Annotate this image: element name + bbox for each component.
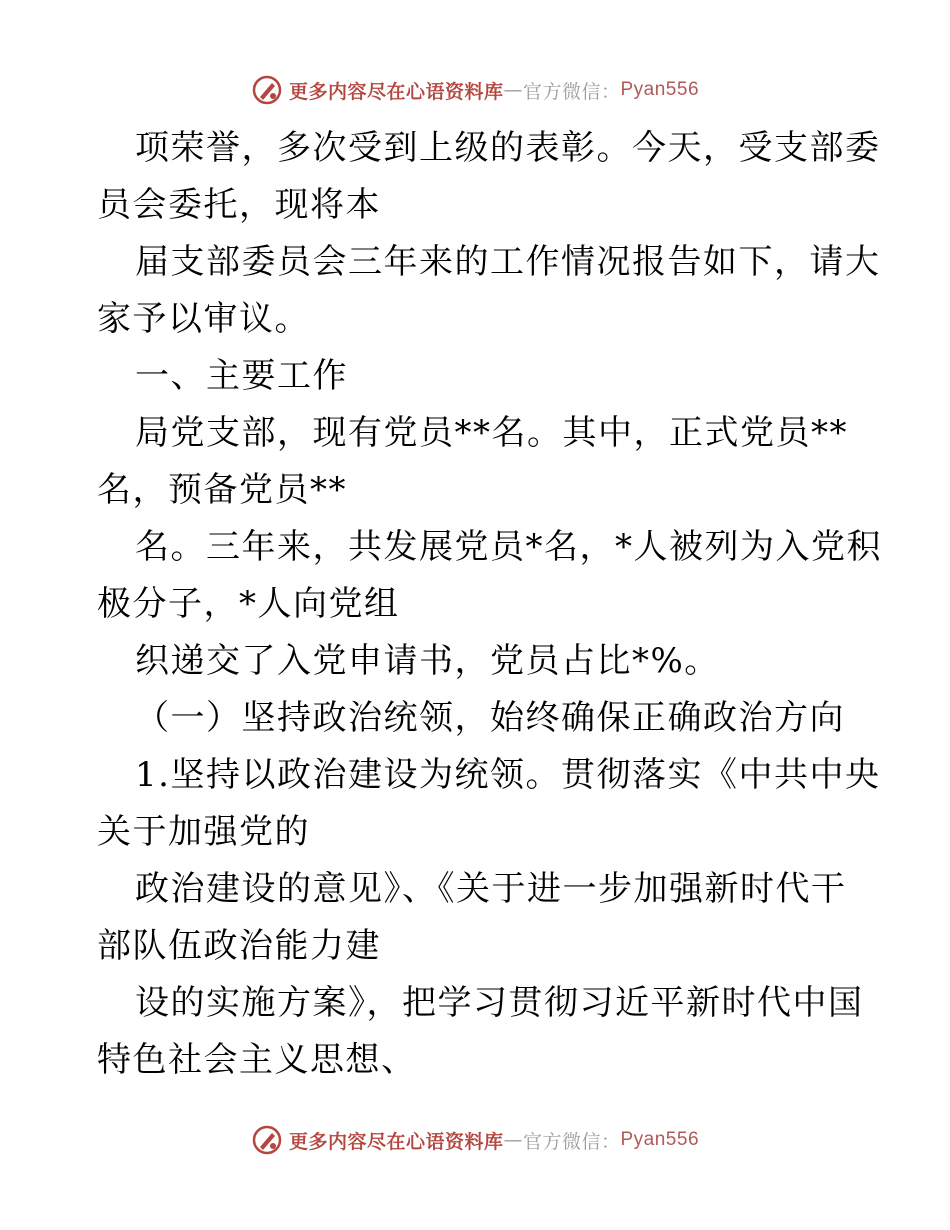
watermark-separator: —	[503, 1129, 523, 1151]
text-line: 极分子，*人向党组	[97, 584, 400, 624]
watermark-tail-text: 官方微信：	[522, 1130, 621, 1153]
watermark-tail-text: 官方微信：	[522, 80, 621, 103]
subsection-heading: （一）坚持政治统领，始终确保正确政治方向	[135, 698, 845, 738]
document-body	[0, 120, 950, 1089]
watermark-separator: —	[503, 79, 523, 101]
text-line: 部队伍政治能力建	[97, 926, 381, 966]
text-line: 届支部委员会三年来的工作情况报告如下，请大	[135, 242, 881, 282]
text-line: 名。三年来，共发展党员*名，*人被列为入党积	[135, 527, 882, 567]
text-line: 家予以审议。	[97, 299, 310, 339]
text-line: 特色社会主义思想、	[97, 1040, 417, 1080]
text-line: 关于加强党的	[97, 812, 310, 852]
header-watermark	[0, 70, 950, 110]
text-line: 项荣誉，多次受到上级的表彰。今天，受支部委	[135, 128, 881, 168]
text-line: 局党支部，现有党员**名。其中，正式党员**	[135, 413, 848, 453]
text-line: 政治建设的意见》、《关于进一步加强新时代干	[135, 869, 847, 909]
text-line: 名，预备党员**	[97, 470, 347, 510]
watermark-wechat-id: Pyan556	[620, 1129, 700, 1150]
pen-logo-icon	[251, 74, 283, 106]
text-line: 织递交了入党申请书，党员占比*%。	[135, 641, 720, 681]
pen-logo-icon	[251, 1124, 283, 1156]
watermark-main-text: 更多内容尽在心语资料库	[288, 1130, 504, 1153]
watermark-main-text: 更多内容尽在心语资料库	[288, 80, 504, 103]
section-heading: 一、主要工作	[135, 356, 348, 396]
watermark-wechat-id: Pyan556	[620, 79, 700, 100]
text-line: 1.坚持以政治建设为统领。贯彻落实《中共中央	[135, 755, 881, 795]
text-line: 员会委托，现将本	[97, 185, 381, 225]
footer-watermark	[0, 1120, 950, 1160]
text-line: 设的实施方案》，把学习贯彻习近平新时代中国	[135, 983, 864, 1023]
